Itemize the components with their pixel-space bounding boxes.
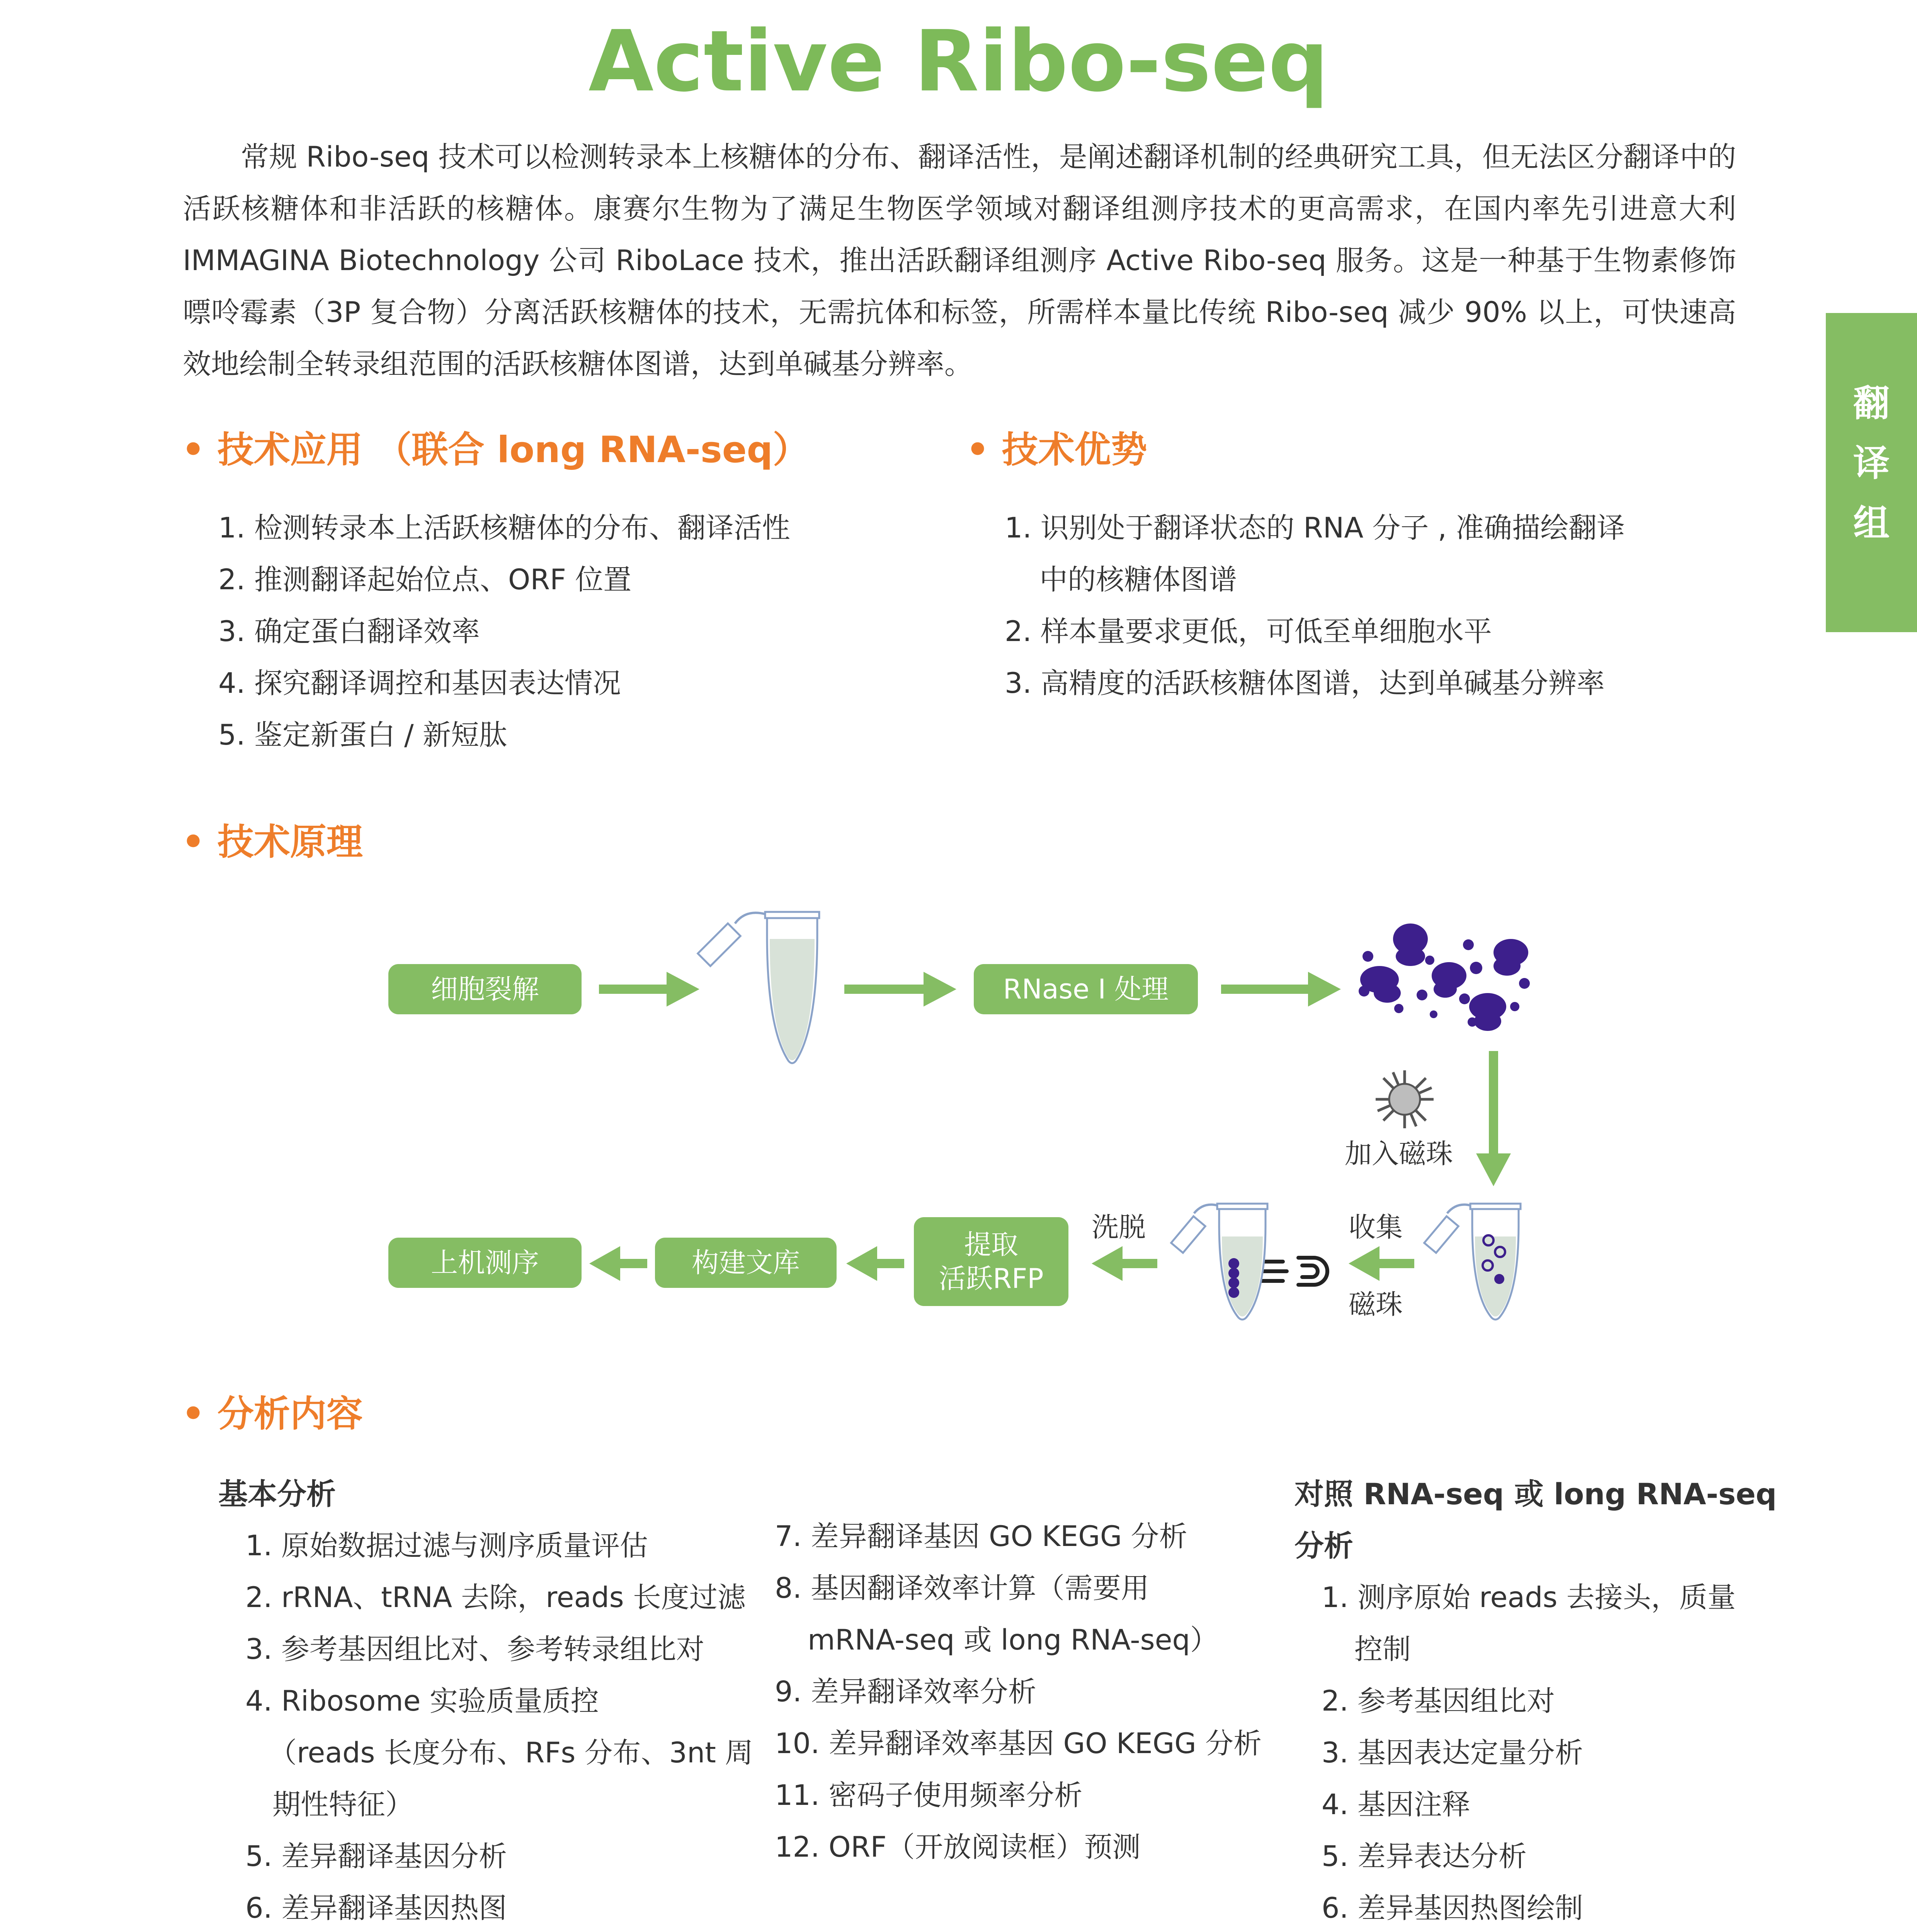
list-item: 3. 确定蛋白翻译效率 bbox=[218, 615, 480, 648]
list-item: 7. 差异翻译基因 GO KEGG 分析 bbox=[775, 1520, 1187, 1553]
arrow-left-icon bbox=[846, 1246, 904, 1281]
list-item: 4. 基因注释 bbox=[1322, 1788, 1470, 1821]
step-extract-rfp bbox=[914, 1217, 1068, 1306]
list-item: 5. 差异表达分析 bbox=[1322, 1840, 1527, 1873]
step-sequencing: 上机测序 bbox=[388, 1238, 582, 1288]
list-item: 期性特征） bbox=[272, 1788, 413, 1821]
tube-beads-bottom-icon bbox=[1177, 1202, 1269, 1321]
list-item: 3. 基因表达定量分析 bbox=[1322, 1736, 1583, 1769]
step-cell-lysis: 细胞裂解 bbox=[388, 964, 582, 1014]
arrow-left-icon bbox=[1092, 1246, 1157, 1281]
list-item: 11. 密码子使用频率分析 bbox=[775, 1779, 1083, 1812]
list-item: 2. rRNA、tRNA 去除，reads 长度过滤 bbox=[245, 1581, 746, 1614]
list-item: 2. 参考基因组比对 bbox=[1322, 1685, 1555, 1718]
label-collect: 收集 bbox=[1349, 1211, 1403, 1243]
analysis-heading: • 分析内容 bbox=[182, 1393, 363, 1435]
arrow-icon bbox=[1221, 972, 1341, 1007]
control-analysis-heading: 对照 RNA-seq 或 long RNA-seq bbox=[1294, 1477, 1777, 1511]
page-title: Active Ribo-seq bbox=[588, 13, 1329, 111]
list-item: 4. Ribosome 实验质量质控 bbox=[245, 1685, 599, 1718]
arrow-down-icon bbox=[1476, 1051, 1511, 1186]
control-analysis-list bbox=[1322, 1572, 1736, 1932]
side-tab-char: 译 bbox=[1853, 442, 1890, 485]
principle-heading: • 技术原理 bbox=[182, 821, 363, 863]
list-item: mRNA-seq 或 long RNA-seq） bbox=[808, 1624, 1218, 1656]
step-extract-line1: 提取 bbox=[964, 1229, 1018, 1260]
step-build-library: 构建文库 bbox=[655, 1238, 837, 1288]
ribosome-cluster-icon bbox=[1352, 918, 1534, 1034]
arrow-left-icon bbox=[589, 1246, 647, 1281]
label-wash: 洗脱 bbox=[1092, 1211, 1146, 1243]
basic-analysis-list bbox=[245, 1520, 753, 1932]
list-item: 1. 识别处于翻译状态的 RNA 分子 , 准确描绘翻译 bbox=[1005, 512, 1625, 544]
side-tab-char: 组 bbox=[1853, 502, 1890, 544]
label-add-beads: 加入磁珠 bbox=[1345, 1138, 1453, 1170]
step-extract-line2: 活跃RFP bbox=[939, 1263, 1044, 1294]
middle-analysis-list bbox=[775, 1511, 1262, 1873]
list-item: 4. 探究翻译调控和基因表达情况 bbox=[218, 667, 621, 700]
label-beads: 磁珠 bbox=[1349, 1289, 1403, 1320]
list-item: 3. 高精度的活跃核糖体图谱，达到单碱基分辨率 bbox=[1005, 667, 1605, 700]
arrow-icon bbox=[599, 972, 699, 1007]
control-analysis-heading-line2: 分析 bbox=[1294, 1529, 1353, 1563]
list-item: 3. 参考基因组比对、参考转录组比对 bbox=[245, 1633, 704, 1666]
list-item: 2. 推测翻译起始位点、ORF 位置 bbox=[218, 563, 632, 596]
list-item: 10. 差异翻译效率基因 GO KEGG 分析 bbox=[775, 1727, 1262, 1760]
list-item: 8. 基因翻译效率计算（需要用 bbox=[775, 1572, 1149, 1605]
list-item: 控制 bbox=[1354, 1633, 1411, 1666]
list-item: 2. 样本量要求更低，可低至单细胞水平 bbox=[1005, 615, 1492, 648]
list-item: 1. 检测转录本上活跃核糖体的分布、翻译活性 bbox=[218, 512, 790, 544]
list-item: 5. 差异翻译基因分析 bbox=[245, 1840, 507, 1873]
list-item: （reads 长度分布、RFs 分布、3nt 周 bbox=[269, 1736, 754, 1769]
step-rnase-treatment: RNase I 处理 bbox=[974, 964, 1198, 1014]
applications-list bbox=[218, 502, 790, 761]
list-item: 5. 鉴定新蛋白 / 新短肽 bbox=[218, 719, 507, 752]
basic-analysis-heading: 基本分析 bbox=[218, 1477, 336, 1511]
list-item: 12. ORF（开放阅读框）预测 bbox=[775, 1831, 1141, 1864]
list-item: 9. 差异翻译效率分析 bbox=[775, 1675, 1036, 1708]
arrow-icon bbox=[844, 972, 956, 1007]
advantages-list bbox=[1005, 502, 1625, 709]
applications-heading: • 技术应用 （联合 long RNA-seq） bbox=[182, 429, 809, 471]
magnetic-bead-icon bbox=[1374, 1068, 1436, 1130]
list-item: 中的核糖体图谱 bbox=[1039, 563, 1237, 596]
tube-beads-icon bbox=[1430, 1202, 1522, 1321]
list-item: 1. 原始数据过滤与测序质量评估 bbox=[245, 1529, 648, 1562]
arrow-left-icon bbox=[1349, 1246, 1414, 1281]
list-item: 6. 差异基因热图绘制 bbox=[1322, 1892, 1583, 1925]
list-item: 6. 差异翻译基因热图 bbox=[245, 1892, 507, 1925]
side-tab[interactable] bbox=[1826, 313, 1917, 632]
advantages-heading: • 技术优势 bbox=[966, 429, 1147, 471]
list-item: 1. 测序原始 reads 去接头，质量 bbox=[1322, 1581, 1736, 1614]
side-tab-char: 翻 bbox=[1853, 383, 1890, 425]
intro-paragraph: 常规 Ribo-seq 技术可以检测转录本上核糖体的分布、翻译活性，是阐述翻译机制的经典研究工具，但无法区分翻译中的活跃核糖体和非活跃的核糖体。康赛尔生物为了满足生物医学领域对翻译组测序技术的更高需求，在国内率先引进意大利 IMMAGINA Biotechnology 公司 RiboLace 技术，推出活跃翻译组测序 Active Ribo-seq 服务。这是一种基于生物素修饰嘌呤霉素（3P 复合物）分离活跃核糖体的技术，无需抗体和标签，所需样本量比传统 Ribo-seq 减少 90% 以上，可快速高效地绘制全转录组范围的活跃核糖体图谱，达到单碱基分辨率。 bbox=[183, 141, 1736, 381]
tube-icon bbox=[703, 912, 827, 1066]
